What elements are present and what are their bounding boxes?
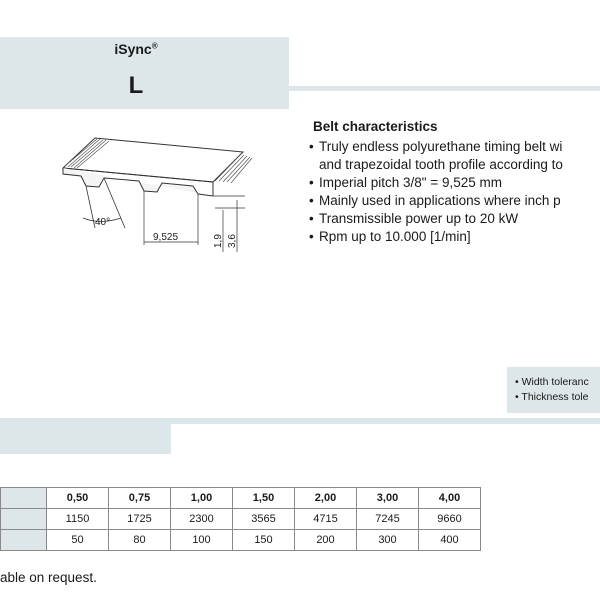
row-label: [1, 488, 47, 509]
table-cell: 300: [357, 530, 419, 551]
table-cell: 100: [171, 530, 233, 551]
table-cell: 3565: [233, 509, 295, 530]
table-cell: 0,75: [109, 488, 171, 509]
header-rule: [289, 86, 600, 91]
belt-profile-diagram: [55, 130, 255, 260]
list-item: • Truly endless polyurethane timing belt wi and trapezoidal tooth profile according to: [309, 139, 563, 172]
tolerance-panel: [507, 367, 600, 413]
registered-mark: ®: [151, 41, 158, 51]
table-cell: 200: [295, 530, 357, 551]
table-cell: 4715: [295, 509, 357, 530]
table-cell: 1,50: [233, 488, 295, 509]
list-item: • Mainly used in applications where inch p: [309, 193, 561, 208]
total-height-label: 3,6: [227, 234, 238, 248]
model-name: L: [128, 72, 144, 99]
table-cell: 1725: [109, 509, 171, 530]
table-cell: 9660: [419, 509, 481, 530]
table-cell: 1,00: [171, 488, 233, 509]
footnote: able on request.: [0, 570, 97, 585]
table-row: [1, 530, 481, 551]
table-cell: 80: [109, 530, 171, 551]
belt-width-table: [0, 487, 481, 551]
list-item: • Transmissible power up to 20 kW: [309, 211, 519, 226]
thickness-tolerance: • Thickness tole: [515, 391, 589, 403]
brand-text: iSync: [114, 41, 152, 57]
table-cell: 150: [233, 530, 295, 551]
tooth-height-label: 1,9: [213, 234, 224, 248]
table-row: [1, 509, 481, 530]
table-cell: 2,00: [295, 488, 357, 509]
table-cell: 3,00: [357, 488, 419, 509]
brand-name: [0, 41, 272, 57]
table-cell: 2300: [171, 509, 233, 530]
pitch-label: 9,525: [153, 232, 179, 243]
row-label: [1, 509, 47, 530]
table-cell: 1150: [47, 509, 109, 530]
width-tolerance: • Width toleranc: [515, 376, 589, 388]
angle-label: 40°: [95, 217, 111, 228]
table-cell: 50: [47, 530, 109, 551]
table-cell: 4,00: [419, 488, 481, 509]
table-cell: 7245: [357, 509, 419, 530]
table-cell: 0,50: [47, 488, 109, 509]
list-item: • Rpm up to 10.000 [1/min]: [309, 229, 471, 244]
list-item: • Imperial pitch 3/8" = 9,525 mm: [309, 175, 503, 190]
table-row: [1, 488, 481, 509]
section-header-panel: [0, 418, 171, 454]
characteristics-title: Belt characteristics: [313, 119, 438, 134]
row-label: [1, 530, 47, 551]
characteristics-list: [309, 138, 563, 246]
table-cell: 400: [419, 530, 481, 551]
